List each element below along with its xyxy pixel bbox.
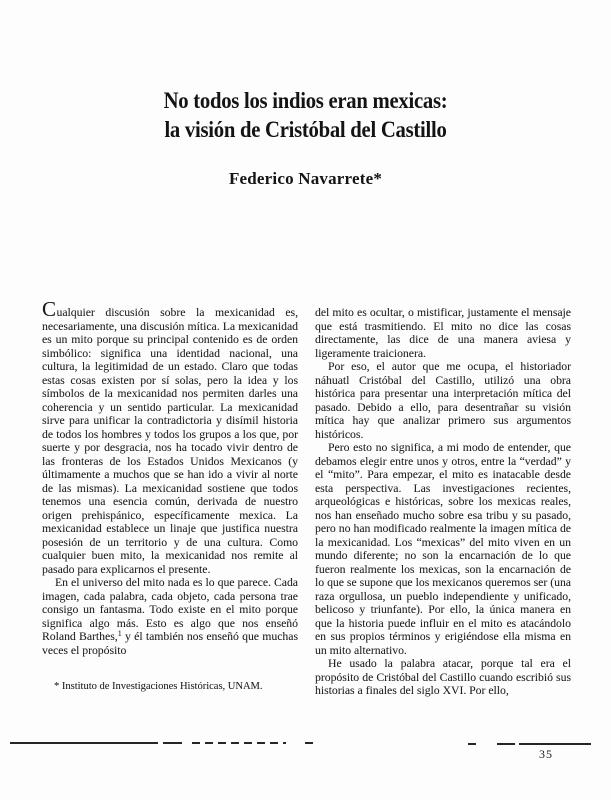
article-title-line1: No todos los indios eran mexicas: [163, 88, 448, 113]
paragraph-text: En el universo del mito nada es lo que parece. Cada imagen, cada palabra, cada objeto, cada persona trae consigo un fantasma. Todo existe en el mito porque significa algo más. Esto es algo que nos enseñó Roland Barthes, [42, 576, 298, 643]
scan-artifact-dash [468, 743, 476, 745]
paragraph: del mito es ocultar, o mistificar, justamente el mensaje que está trasmitiendo. El mito no dice las cosas directamente, las dice de una manera aviesa y ligeramente traicionera. [315, 306, 571, 360]
right-column [315, 306, 571, 698]
scan-artifact-line-solid [519, 743, 591, 745]
scan-artifact-line-dashed [192, 742, 286, 744]
body-text-columns [42, 297, 571, 698]
scan-artifact-line-solid [10, 742, 158, 744]
paragraph: Pero esto no significa, a mi modo de entender, que debamos elegir entre unos y otros, entre la “verdad” y el “mito”. Para empezar, el mito es inatacable desde esta perspectiva. Las investigaciones recientes, arqueológicas e históricas, sobre los mexicas reales, nos han enseñado mucho sobre esa tribu y su pasado, pero no han modificado realmente la imagen mítica de la mexicanidad. Los “mexicas” del mito viven en un mundo diferente; no son la encarnación de lo que fueron realmente los mexicas, son la encarnación de lo que se supone que los mexicanos queremos ser (una raza orgullosa, un pueblo independiente y unificado, belicoso y triunfante). Por ello, la única manera en que la historia puede influir en el mito es atacándolo en sus propios términos y erigiéndose ella misma en un mito alternativo. [315, 441, 571, 657]
paragraph: Por eso, el autor que me ocupa, el historiador náhuatl Cristóbal del Castillo, utilizó una obra histórica para presentar una interpretación mítica del pasado. Debido a ello, para desentrañar su visión mítica hay que analizar primero sus argumentos históricos. [315, 360, 571, 441]
scan-artifact-line-short [163, 742, 182, 744]
article-title-line2: la visión de Cristóbal del Castillo [164, 117, 447, 142]
author-byline: Federico Navarrete* [228, 169, 383, 188]
scan-artifact-line-short [497, 743, 515, 745]
paragraph-text: ualquier discusión sobre la mexicanidad es, necesariamente, una discusión mítica. La mexicanidad es un mito porque su principal contenido es de orden simbólico: significa una identidad nacional, una cultura, la legitimidad de un estado. Claro que todas estas cosas existen por sí solas, pero la idea y los símbolos de la mexicanidad nos permiten darles una coherencia y un sentido particular. La mexicanidad sirve para unificar la contradictoria y disímil historia de todos los hombres y todos los grupos a los que, por suerte y por desgracia, nos ha tocado vivir dentro de las fronteras de los Estados Unidos Mexicanos (y últimamente a muchos que se han ido a vivir al norte de las mismas). La mexicanidad sostiene que todos tenemos una esencia común, derivada de nuestro origen prehispánico, específicamente mexica. La mexicanidad establece un linaje que justifica nuestra posesión de un territorio y de una cultura. Como cualquier buen mito, la mexicanidad nos remite al pasado para explicarnos el presente. [42, 306, 298, 576]
paragraph [42, 576, 298, 657]
left-column [42, 297, 298, 698]
paragraph-opening [42, 297, 298, 576]
paragraph-text: y él también nos enseñó que muchas veces el propósito [42, 630, 298, 657]
page-number: 35 [539, 747, 553, 761]
scan-artifact-dash [305, 742, 313, 744]
footnote-reference-marker: 1 [117, 629, 122, 638]
paragraph: He usado la palabra atacar, porque tal era el propósito de Cristóbal del Castillo cuando escribió sus historias a finales del siglo XVI. Por ello, [315, 657, 571, 697]
article-title [31, 86, 581, 144]
drop-cap-initial: C [42, 297, 57, 321]
author-affiliation-footnote: * Instituto de Investigaciones Históricas, UNAM. [54, 681, 263, 692]
